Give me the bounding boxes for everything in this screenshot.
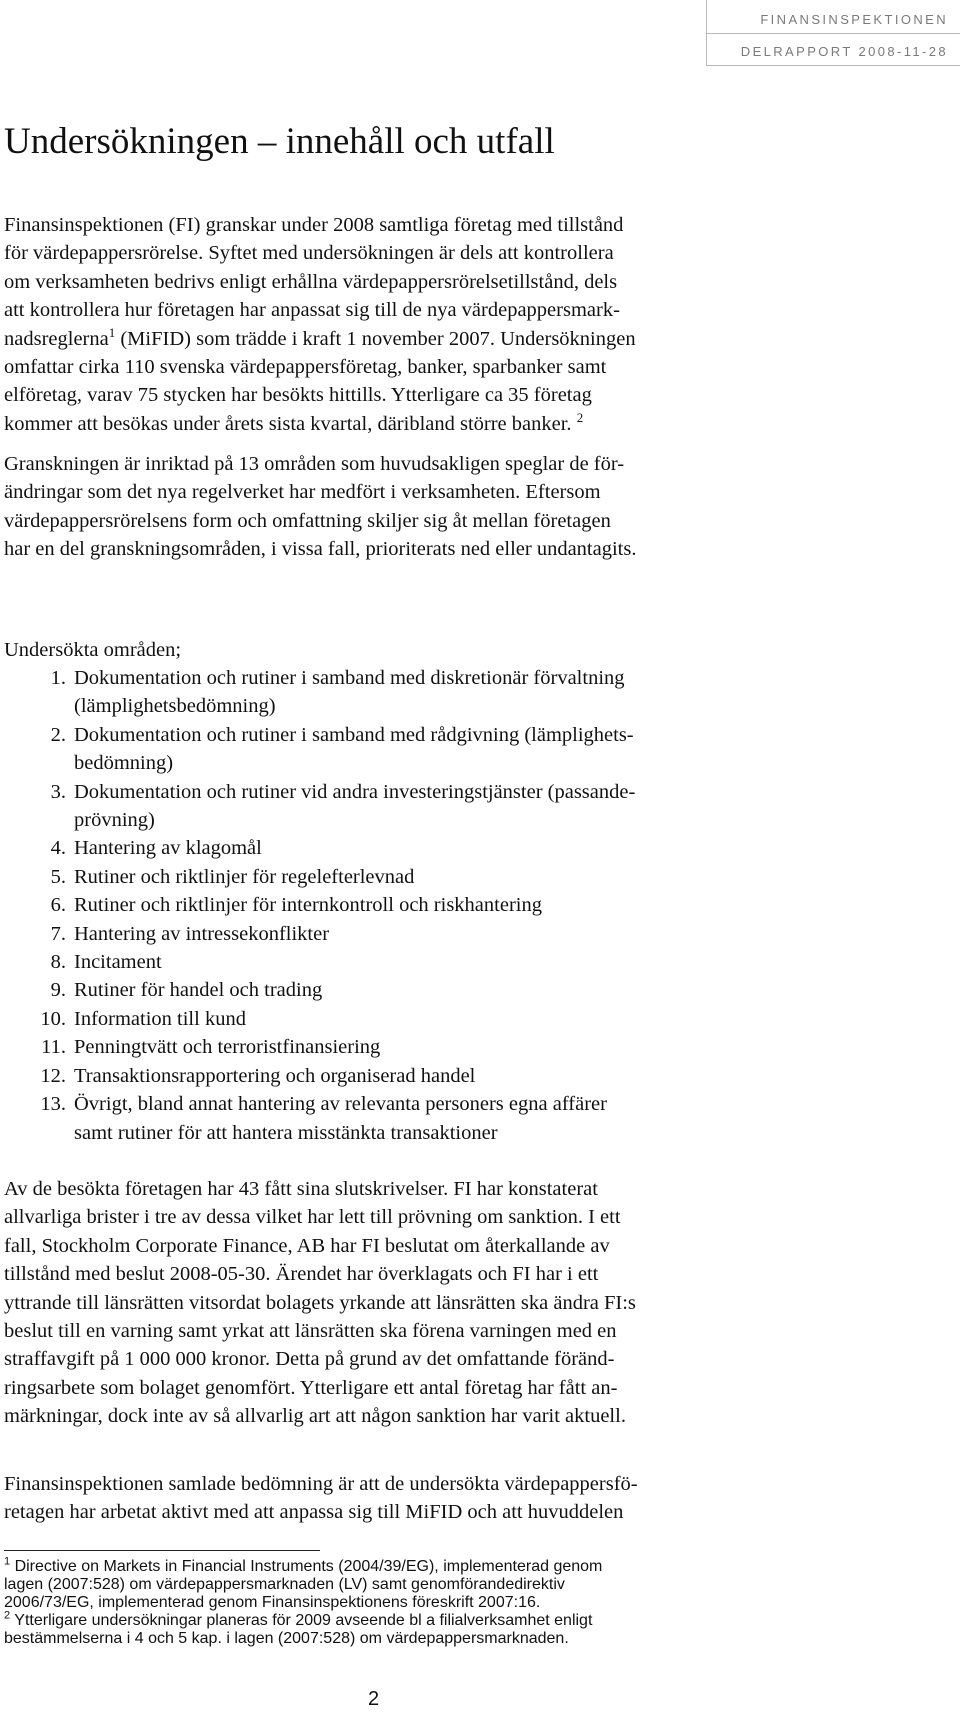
text-line: yttrande till länsrätten vitsordat bolagets yrkande att länsrätten ska ändra FI:s [4, 1291, 636, 1314]
list-item-line: Information till kund [74, 1007, 246, 1030]
text-line: Av de besökta företagen har 43 fått sina slutskrivelser. FI har konstaterat [4, 1178, 598, 1200]
areas-list [4, 664, 635, 1147]
list-item-line: Dokumentation och rutiner i samband med rådgivning (lämplighets- [74, 723, 634, 746]
list-item-line: samt rutiner för att hantera misstänkta transaktioner [74, 1121, 498, 1144]
page-header [706, 0, 960, 66]
list-item [4, 1033, 635, 1061]
list-item-number: 12. [40, 1064, 66, 1087]
list-item [4, 834, 635, 862]
list-item-number: 13. [40, 1093, 66, 1116]
list-item [4, 1062, 635, 1090]
list-item-line: Rutiner och riktlinjer för regelefterlevnad [74, 865, 415, 888]
list-item [4, 891, 635, 919]
text-fragment: kommer att besökas under årets sista kvartal, däribland större banker. [4, 412, 577, 435]
text-line: beslut till en varning samt yrkat att länsrätten ska förena varningen med en [4, 1320, 617, 1343]
text-fragment: (MiFID) som trädde i kraft 1 november 2007. Undersökningen [115, 327, 636, 350]
list-item [4, 721, 635, 778]
footnote-marker: 2 [4, 1609, 11, 1622]
list-item-number: 10. [40, 1007, 66, 1030]
list-item-number: 4. [50, 837, 66, 860]
text-line [4, 325, 636, 353]
text-line: Finansinspektionen (FI) granskar under 2008 samtliga företag med tillstånd [4, 214, 624, 236]
text-line: fall, Stockholm Corporate Finance, AB har FI beslutat om återkallande av [4, 1234, 610, 1257]
footnote-ref-2[interactable]: 2 [576, 410, 584, 426]
header-divider [707, 33, 960, 34]
list-item-line: Penningtvätt och terroristfinansiering [74, 1036, 381, 1059]
paragraph-assessment [4, 1470, 638, 1527]
list-item-line: prövning) [74, 809, 155, 832]
footnote-1 [4, 1555, 603, 1612]
list-item-line: Övrigt, bland annat hantering av relevanta personers egna affärer [74, 1093, 607, 1116]
list-item-line: Incitament [74, 951, 162, 974]
footnotes [4, 1555, 603, 1648]
list-item [4, 976, 635, 1004]
list-item-number: 7. [50, 922, 66, 945]
list-item-number: 1. [50, 667, 66, 689]
text-line [4, 410, 636, 438]
text-line: Granskningen är inriktad på 13 områden som huvudsakligen speglar de för- [4, 453, 625, 475]
list-item-text [74, 1090, 607, 1147]
list-item-text [74, 778, 635, 835]
page-number: 2 [368, 1688, 380, 1710]
paragraph-results [4, 1175, 636, 1431]
footnote-text: Ytterligare undersökningar planeras för 2009 avseende bl a filialverksamhet enligt [10, 1612, 593, 1629]
list-heading: Undersökta områden; [4, 639, 182, 661]
list-item-text [74, 1033, 380, 1061]
text-line: allvarliga brister i tre av dessa vilket har lett till prövning om sanktion. I ett [4, 1206, 621, 1229]
list-item-line: bedömning) [74, 752, 174, 775]
text-line: att kontrollera hur företagen har anpassat sig till de nya värdepappersmark- [4, 299, 620, 322]
list-item-line: Hantering av klagomål [74, 837, 262, 860]
footnote-2 [4, 1609, 602, 1648]
list-item [4, 1090, 635, 1147]
footnote-line: 2006/73/EG, implementerad genom Finansinspektionens föreskrift 2007:16. [4, 1594, 541, 1611]
list-item-text [74, 948, 162, 976]
list-item-number: 11. [41, 1036, 66, 1059]
list-item-text [74, 834, 262, 862]
text-line: straffavgift på 1 000 000 kronor. Detta på grund av det omfattande föränd- [4, 1348, 615, 1371]
list-item-number: 5. [50, 865, 66, 888]
footnote-ref-1[interactable]: 1 [108, 324, 116, 340]
list-item-text [74, 863, 414, 891]
list-item-line: Dokumentation och rutiner i samband med diskretionär förvaltning [74, 667, 625, 689]
list-item-text [74, 891, 542, 919]
list-item [4, 664, 635, 721]
list-item-number: 2. [50, 723, 66, 746]
list-item-text [74, 1062, 475, 1090]
header-organization: FINANSINSPEKTIONEN [760, 12, 948, 27]
header-report-date: DELRAPPORT 2008-11-28 [740, 44, 948, 59]
text-line: märkningar, dock inte av så allvarlig art att någon sanktion har varit aktuell. [4, 1405, 626, 1428]
footnote-marker: 1 [4, 1555, 11, 1568]
text-line: har en del granskningsområden, i vissa fall, prioriterats ned eller undantagits. [4, 538, 637, 561]
text-fragment: nadsreglerna [4, 327, 109, 350]
footnote-divider [4, 1550, 320, 1551]
footnote-line: lagen (2007:528) om värdepappersmarknaden (LV) samt genomförandedirektiv [4, 1576, 565, 1593]
text-line: Finansinspektionen samlade bedömning är att de undersökta värdepappersfö- [4, 1473, 638, 1495]
list-item [4, 948, 635, 976]
list-item-text [74, 920, 329, 948]
list-item [4, 1005, 635, 1033]
text-line: värdepappersrörelsens form och omfattning skiljer sig åt mellan företagen [4, 509, 611, 532]
list-item-line: Transaktionsrapportering och organiserad handel [74, 1064, 476, 1087]
list-item [4, 920, 635, 948]
footnote-line: bestämmelserna i 4 och 5 kap. i lagen (2007:528) om värdepappersmarknaden. [4, 1630, 569, 1647]
list-item-number: 8. [50, 951, 66, 974]
page-title: Undersökningen – innehåll och utfall [4, 121, 555, 162]
list-item-line: Rutiner för handel och trading [74, 979, 323, 1002]
list-item-line: Hantering av intressekonflikter [74, 922, 330, 945]
text-line: ändringar som det nya regelverket har medfört i verksamheten. Eftersom [4, 481, 601, 504]
footnote-line [4, 1555, 603, 1576]
text-line: omfattar cirka 110 svenska värdepappersföretag, banker, sparbanker samt [4, 356, 607, 379]
text-line: retagen har arbetat aktivt med att anpassa sig till MiFID och att huvuddelen [4, 1501, 624, 1524]
list-item-number: 6. [50, 894, 66, 917]
footnote-text: Directive on Markets in Financial Instruments (2004/39/EG), implementerad genom [10, 1558, 603, 1575]
text-line: elföretag, varav 75 stycken har besökts hittills. Ytterligare ca 35 företag [4, 384, 592, 407]
list-item-line: Rutiner och riktlinjer för internkontroll och riskhantering [74, 894, 542, 917]
paragraph-intro [4, 211, 636, 438]
list-item [4, 863, 635, 891]
list-item-text [74, 664, 625, 721]
footnote-line [4, 1609, 602, 1630]
text-line: för värdepappersrörelse. Syftet med undersökningen är dels att kontrollera [4, 242, 614, 265]
list-item-text [74, 976, 322, 1004]
list-item [4, 778, 635, 835]
list-item-number: 3. [50, 780, 66, 803]
text-line: tillstånd med beslut 2008-05-30. Ärendet har överklagats och FI har i ett [4, 1263, 599, 1286]
text-line: ringsarbete som bolaget genomfört. Ytterligare ett antal företag har fått an- [4, 1376, 618, 1399]
list-item-text [74, 1005, 246, 1033]
list-item-number: 9. [50, 979, 66, 1002]
list-item-line: (lämplighetsbedömning) [74, 695, 276, 718]
list-item-text [74, 721, 634, 778]
list-item-line: Dokumentation och rutiner vid andra investeringstjänster (passande- [74, 780, 636, 803]
text-line: om verksamheten bedrivs enligt erhållna värdepappersrörelsetillstånd, dels [4, 270, 618, 293]
paragraph-scope [4, 450, 636, 564]
